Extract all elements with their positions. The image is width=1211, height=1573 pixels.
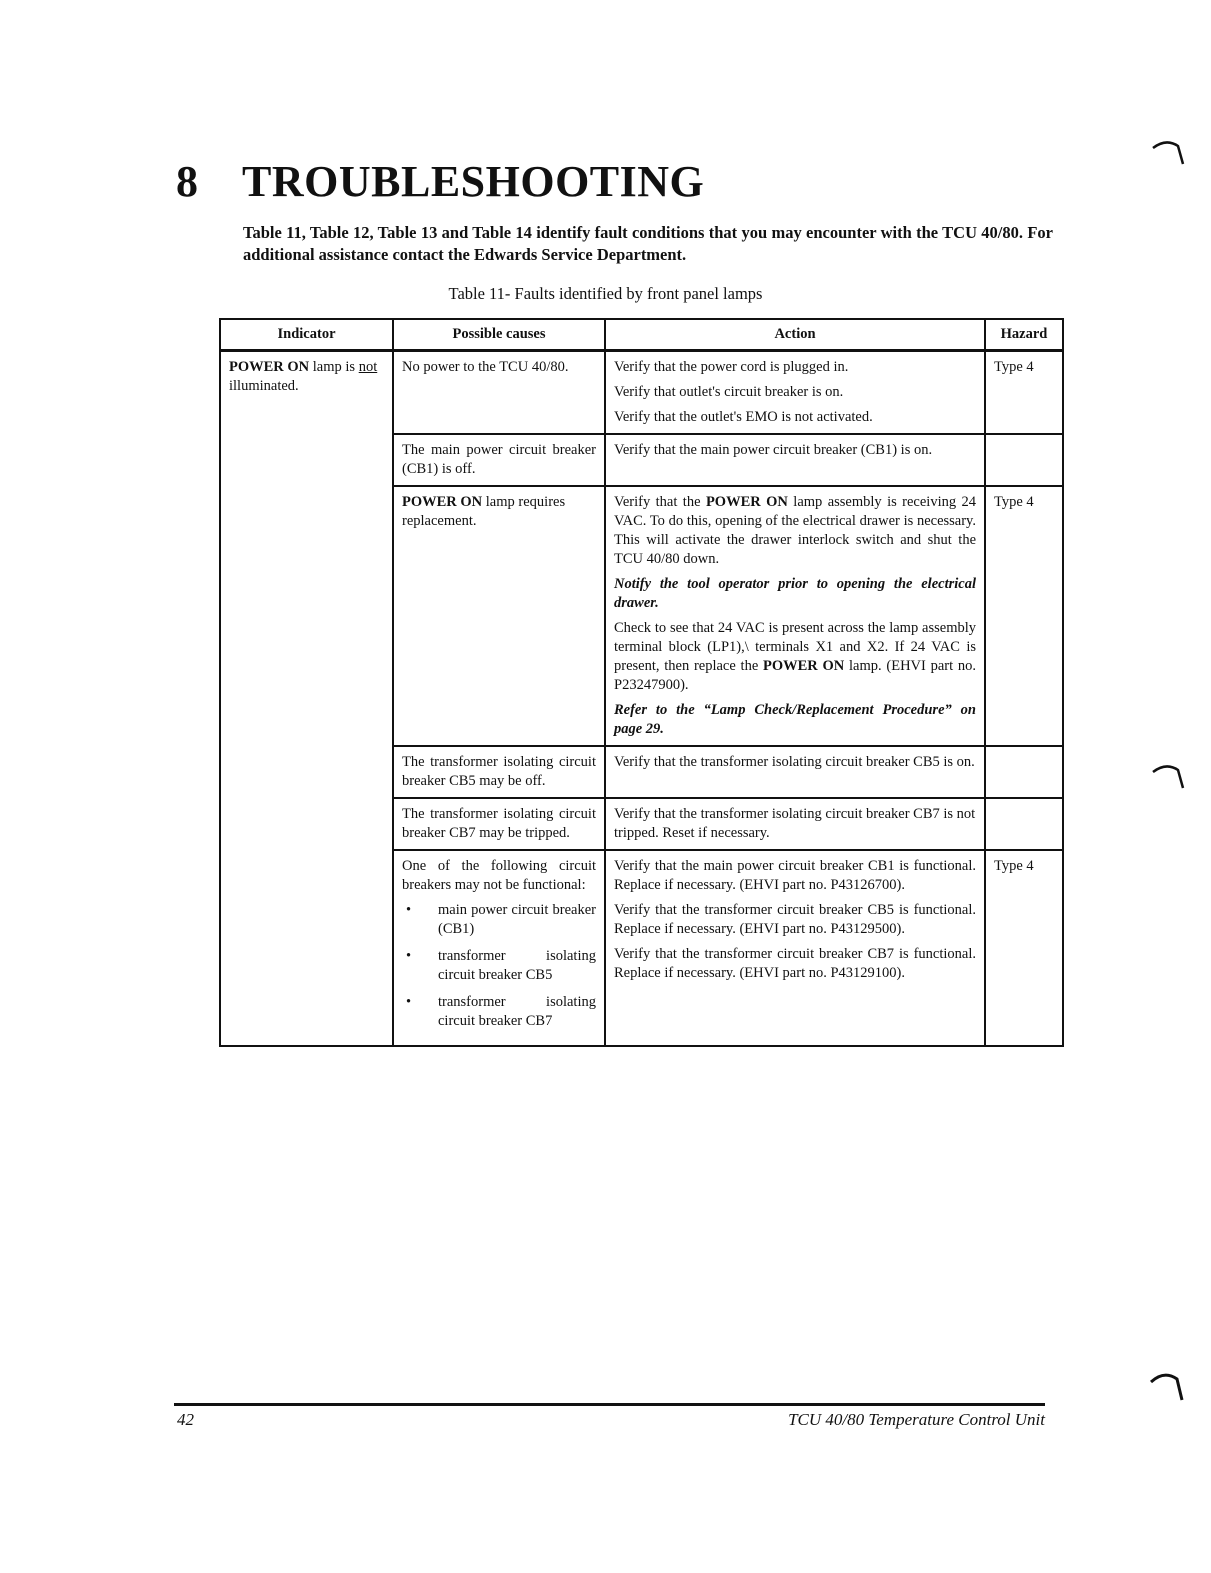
bullet-icon: • (406, 948, 412, 964)
hazard-cell: Type 4 (985, 486, 1063, 746)
action-line: Verify that the transformer circuit breaker CB5 is functional. Replace if necessary. (EHVI part no. P43129500). (614, 902, 976, 937)
action-cell (605, 351, 985, 435)
header-action: Action (605, 319, 985, 351)
bullet-text: main power circuit breaker (CB1) (438, 902, 596, 937)
cause-cell: The main power circuit breaker (CB1) is off. (393, 434, 605, 486)
faults-table (219, 318, 1064, 1047)
bullet-text: transformer isolating circuit breaker CB5 (438, 948, 596, 983)
bullet-icon: • (406, 902, 412, 918)
table-header-row (220, 319, 1063, 351)
action-cell (605, 746, 985, 798)
chapter-number: 8 (176, 157, 199, 206)
action-reference: Refer to the “Lamp Check/Replacement Procedure” on page 29. (614, 702, 976, 737)
page-number: 42 (177, 1410, 194, 1429)
cause-text: lamp requires replacement. (402, 494, 566, 529)
binding-mark-icon (1150, 138, 1186, 168)
action-cell (605, 798, 985, 850)
footer-title: TCU 40/80 Temperature Control Unit (788, 1410, 1045, 1429)
indicator-text-1: lamp is (309, 359, 359, 375)
action-line: Verify that outlet's circuit breaker is on. (614, 384, 844, 400)
cause-cell: No power to the TCU 40/80. (393, 351, 605, 435)
action-power-on: POWER ON (705, 494, 788, 510)
hazard-cell: Type 4 (985, 850, 1063, 1046)
action-line: Verify that the transformer circuit breaker CB7 is functional. Replace if necessary. (EHVI part no. P43129100). (614, 946, 976, 981)
binding-mark-icon (1150, 762, 1186, 792)
hazard-cell (985, 798, 1063, 850)
table-caption: Table 11- Faults identified by front panel lamps (448, 284, 763, 303)
indicator-power-on: POWER ON (229, 359, 310, 375)
indicator-text-2: illuminated. (229, 378, 299, 394)
binding-mark-icon (1148, 1370, 1186, 1404)
cause-cell (393, 850, 605, 1046)
cause-cell: The transformer isolating circuit breaker CB7 may be tripped. (393, 798, 605, 850)
list-item (402, 947, 596, 985)
action-line: Verify that the power cord is plugged in. (614, 359, 849, 375)
cause-bullet-list (402, 901, 596, 1031)
chapter-title: TROUBLESHOOTING (242, 157, 705, 206)
header-possible-causes: Possible causes (393, 319, 605, 351)
intro-paragraph: Table 11, Table 12, Table 13 and Table 14 identify fault conditions that you may encounter with the TCU 40/80. For additional assistance contact the Edwards Service Department. (243, 223, 1053, 264)
cause-text: One of the following circuit breakers may not be functional: (402, 858, 596, 893)
footer-rule (174, 1403, 1045, 1406)
bullet-icon: • (406, 994, 412, 1010)
action-text: Check to see that 24 VAC is present across the lamp assembly terminal block (LP1),\ terminals X1 and X2. If 24 VAC is present, then replace the (614, 620, 976, 674)
action-line: Verify that the transformer isolating circuit breaker CB5 is on. (614, 754, 975, 770)
cause-power-on: POWER ON (402, 494, 483, 510)
action-line: Verify that the main power circuit breaker CB1 is functional. Replace if necessary. (EHVI part no. P43126700). (614, 858, 976, 893)
action-line: Verify that the main power circuit breaker (CB1) is on. (614, 442, 933, 458)
action-line: Verify that the transformer isolating circuit breaker CB7 is not tripped. Reset if necessary. (614, 806, 976, 841)
action-text: lamp assembly is receiving 24 VAC. To do this, opening of the electrical drawer is necessary. This will activate the drawer interlock switch and shut the TCU 40/80 down. (614, 494, 977, 567)
action-line (614, 619, 976, 695)
list-item (402, 901, 596, 939)
hazard-cell (985, 434, 1063, 486)
chapter-heading (176, 156, 704, 207)
header-indicator: Indicator (220, 319, 393, 351)
table-row (220, 351, 1063, 435)
action-cell (605, 486, 985, 746)
action-power-on: POWER ON (763, 658, 845, 674)
action-warning: Notify the tool operator prior to opening the electrical drawer. (614, 576, 976, 611)
cause-cell (393, 486, 605, 746)
action-cell (605, 850, 985, 1046)
action-cell (605, 434, 985, 486)
indicator-cell (220, 351, 393, 1047)
header-hazard: Hazard (985, 319, 1063, 351)
action-text: Verify that the (614, 494, 706, 510)
cause-cell: The transformer isolating circuit breaker CB5 may be off. (393, 746, 605, 798)
action-text: lamp. (EHVI part no. P23247900). (614, 658, 976, 693)
hazard-cell: Type 4 (985, 351, 1063, 435)
action-line (614, 493, 976, 569)
hazard-cell (985, 746, 1063, 798)
indicator-not: not (358, 359, 378, 375)
bullet-text: transformer isolating circuit breaker CB7 (438, 994, 596, 1029)
list-item (402, 993, 596, 1031)
action-line: Verify that the outlet's EMO is not activated. (614, 409, 873, 425)
